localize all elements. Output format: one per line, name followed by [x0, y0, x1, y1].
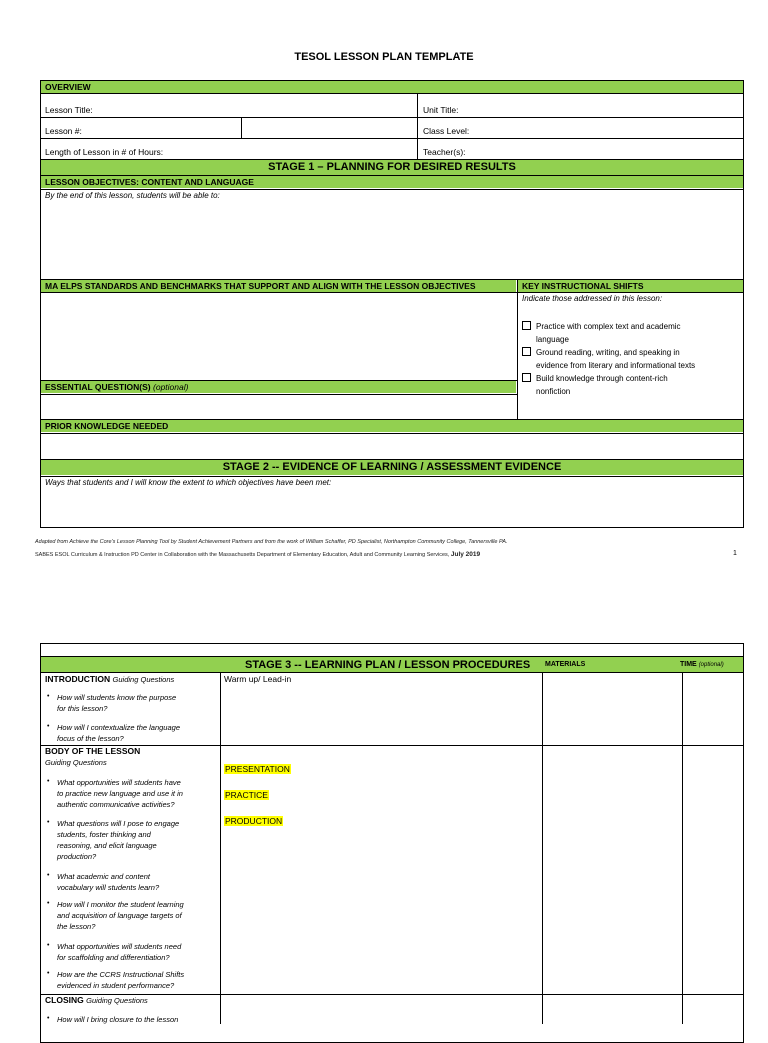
- stage2-prompt[interactable]: Ways that students and I will know the extent to which objectives have been met:: [45, 478, 332, 487]
- stage3-header: STAGE 3 -- LEARNING PLAN / LESSON PROCEDURES: [245, 659, 531, 671]
- footer-sabes: SABES ESOL Curriculum & Instruction PD Center in Collaboration with the Massachusetts Department of Elementary Education, Adult and Community Learning Services, July 2019: [35, 551, 481, 558]
- page-number: 1: [733, 550, 737, 557]
- warmup-label[interactable]: Warm up/ Lead-in: [224, 674, 292, 684]
- standards-header: MA ELPS STANDARDS AND BENCHMARKS THAT SUPPORT AND ALIGN WITH THE LESSON OBJECTIVES: [41, 280, 516, 292]
- shifts-prompt: Indicate those addressed in this lesson:: [522, 294, 663, 303]
- closing-question: How will I bring closure to the lesson: [57, 1015, 179, 1024]
- unit-title-field[interactable]: Unit Title:: [423, 105, 459, 115]
- production-label[interactable]: PRODUCTION: [225, 816, 283, 826]
- lesson-number-field[interactable]: Lesson #:: [45, 126, 82, 136]
- time-header: TIME (optional): [680, 661, 724, 668]
- essential-question-header: ESSENTIAL QUESTION(S) (optional): [41, 381, 516, 393]
- stage2-header: STAGE 2 -- EVIDENCE OF LEARNING / ASSESSMENT EVIDENCE: [41, 460, 743, 475]
- shift-item-complex-text[interactable]: Practice with complex text and academic language: [522, 320, 681, 346]
- practice-label[interactable]: PRACTICE: [225, 790, 268, 800]
- body-question: How will I monitor the student learning and acquisition of language targets of the lesson?: [57, 900, 184, 931]
- checkbox-icon[interactable]: [522, 321, 531, 330]
- checkbox-icon[interactable]: [522, 373, 531, 382]
- prior-knowledge-header: PRIOR KNOWLEDGE NEEDED: [41, 420, 743, 432]
- shift-item-knowledge[interactable]: Build knowledge through content-rich nonfiction: [522, 372, 668, 398]
- body-guiding: Guiding Questions: [45, 758, 107, 767]
- length-field[interactable]: Length of Lesson in # of Hours:: [45, 147, 164, 157]
- materials-header: MATERIALS: [545, 661, 586, 668]
- presentation-label[interactable]: PRESENTATION: [225, 764, 290, 774]
- intro-question: How will students know the purpose for this lesson?: [57, 693, 177, 713]
- shift-item-evidence[interactable]: Ground reading, writing, and speaking in evidence from literary and informational texts: [522, 346, 695, 372]
- overview-header: OVERVIEW: [41, 81, 743, 93]
- intro-question: How will I contextualize the language focus of the lesson?: [57, 723, 180, 743]
- closing-title: CLOSING Guiding Questions: [45, 995, 148, 1005]
- checkbox-icon[interactable]: [522, 347, 531, 356]
- shifts-header: KEY INSTRUCTIONAL SHIFTS: [518, 280, 743, 292]
- introduction-title: INTRODUCTION Guiding Questions: [45, 674, 175, 684]
- body-question: What academic and content vocabulary will students learn?: [57, 872, 160, 892]
- body-question: What questions will I pose to engage students, foster thinking and reasoning, and elicit language production?: [57, 819, 180, 861]
- body-question: How are the CCRS Instructional Shifts evidenced in student performance?: [57, 970, 185, 990]
- objectives-prompt[interactable]: By the end of this lesson, students will be able to:: [45, 191, 220, 200]
- body-question: What opportunities will students have to practice new language and use it in authentic communicative activities?: [57, 778, 183, 809]
- page-title: TESOL LESSON PLAN TEMPLATE: [294, 51, 474, 63]
- stage1-header: STAGE 1 – PLANNING FOR DESIRED RESULTS: [41, 159, 743, 175]
- teachers-field[interactable]: Teacher(s):: [423, 147, 466, 157]
- footer-adapted: Adapted from Achieve the Core's Lesson Planning Tool by Student Achievement Partners and from the work of William Schaffer, PD Specialist, Northampton Community College, Tannersville PA.: [35, 539, 508, 545]
- lesson-title-field[interactable]: Lesson Title:: [45, 105, 93, 115]
- body-title: BODY OF THE LESSON: [45, 746, 141, 756]
- body-question: What opportunities will students need for scaffolding and differentiation?: [57, 942, 182, 962]
- objectives-header: LESSON OBJECTIVES: CONTENT AND LANGUAGE: [41, 176, 743, 188]
- class-level-field[interactable]: Class Level:: [423, 126, 470, 136]
